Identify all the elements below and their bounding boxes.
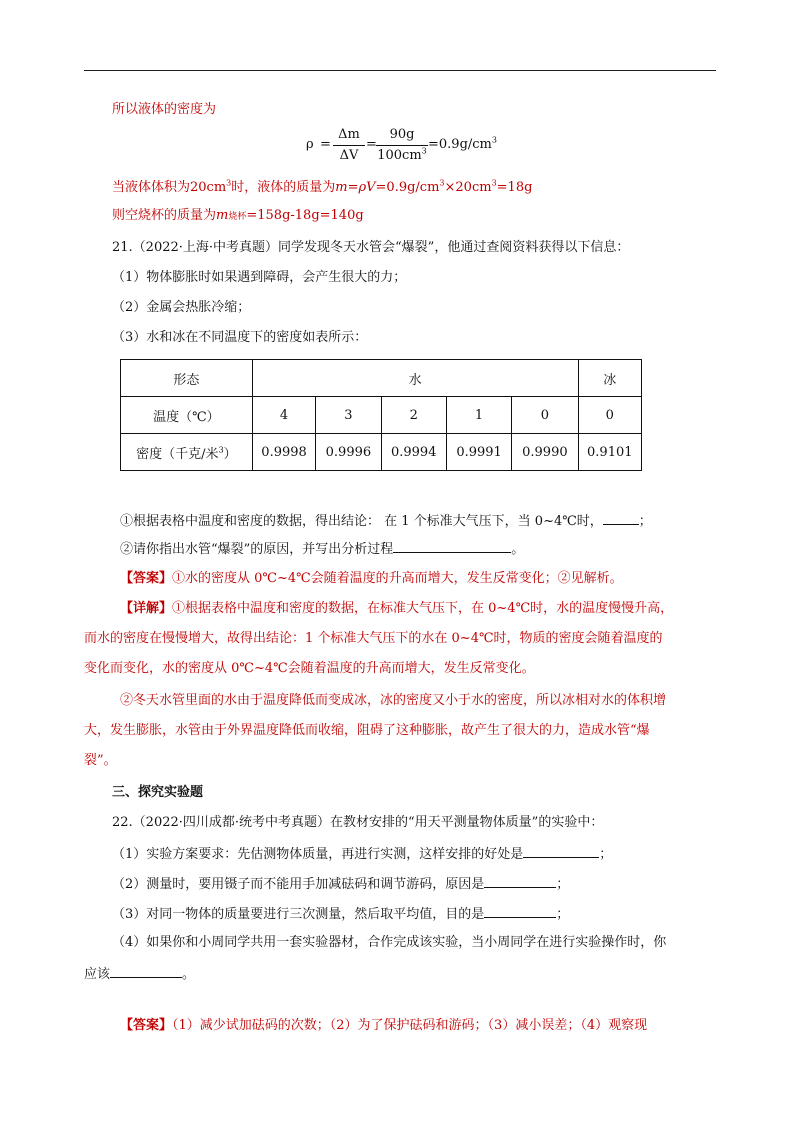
answer-21: 【答案】①水的密度从 0℃~4℃会随着温度的升高而增大，发生反常变化；②见解析。 — [120, 571, 623, 586]
question-21-stem: 21.（2022·上海·中考真题）同学发现冬天水管会“爆裂”，他通过查阅资料获得以下信息： — [112, 240, 630, 255]
solution-line-1: 所以液体的密度为 — [112, 102, 217, 117]
question-21-info-1: （1）物体膨胀时如果遇到障碍，会产生很大的力； — [112, 270, 407, 285]
formula-numerator-2: 90g — [389, 127, 415, 142]
formula-rho: ρ — [306, 137, 314, 152]
table-cell-density: 0.9990 — [512, 434, 578, 471]
answer-tag: 【答案】 — [120, 1018, 173, 1033]
question-22-part-1: （1）实验方案要求：先估测物体质量，再进行实测，这样安排的好处是 ； — [112, 843, 612, 865]
formula-equals-2: = — [366, 137, 377, 152]
table-cell-temp: 2 — [381, 397, 446, 434]
solution-line-2: 当液体体积为$20cm^3$时，液体的质量为$m=\rho V=0.9g/cm^3\times 20cm^3=18g$ — [112, 178, 533, 195]
formula-result: $=0.9g/cm^3$ — [428, 135, 497, 152]
question-22-part-3: （3）对同一物体的质量要进行三次测量，然后取平均值，目的是 ； — [112, 903, 569, 925]
formula-numerator: Δm — [338, 127, 360, 142]
table-cell-state-label: 形态 — [121, 360, 253, 397]
question-21-info-3: （3）水和冰在不同温度下的密度如表所示： — [112, 330, 368, 345]
formula-equals: = — [320, 137, 331, 152]
detail-21-line-5: 大，发生膨胀，水管由于外界温度降低而收缩，阻碍了这种膨胀，故产生了很大的力，造成水管“爆 — [84, 723, 650, 738]
table-cell-ice: 冰 — [578, 360, 641, 397]
detail-tag: 【详解】 — [120, 601, 173, 616]
question-22-stem: 22.（2022·四川成都·统考中考真题）在教材安排的“用天平测量物体质量”的实验中： — [112, 815, 604, 830]
table-cell-temp: 0 — [512, 397, 578, 434]
table-cell-temp-label: 温度（℃） — [121, 397, 253, 434]
table-row-temperature — [121, 397, 642, 434]
answer-22: 【答案】（1）减少试加砝码的次数；（2）为了保护砝码和游码；（3）减小误差；（4）观察现 — [120, 1018, 648, 1033]
answer-blank[interactable] — [110, 963, 182, 978]
table-cell-temp: 4 — [252, 397, 315, 434]
table-cell-density: 0.9996 — [316, 434, 381, 471]
question-21-part-2: ②请你指出水管“爆裂”的原因，并写出分析过程 。 — [120, 538, 524, 560]
question-22-part-4-cont: 应该 。 — [84, 963, 195, 985]
section-heading: 三、探究实验题 — [112, 785, 204, 800]
density-table — [120, 359, 642, 471]
table-cell-water: 水 — [252, 360, 578, 397]
table-cell-density: 0.9994 — [381, 434, 446, 471]
formula-fraction-delta — [333, 126, 365, 165]
table-cell-density-label: 密度（千克/米$^3$） — [121, 434, 253, 471]
solution-line-3: 则空烧杯的质量为m烧杯=158g-18g=140g — [112, 208, 364, 223]
table-cell-temp: 1 — [446, 397, 511, 434]
table-cell-density: 0.9991 — [446, 434, 511, 471]
detail-21-line-2: 而水的密度在慢慢增大，故得出结论：1 个标准大气压下的水在 0~4℃时，物质的密度会随着温度的 — [84, 631, 663, 646]
detail-21-line-6: 裂”。 — [84, 753, 117, 768]
table-row-density — [121, 434, 642, 471]
formula-denominator: ΔV — [339, 148, 359, 163]
table-row-state — [121, 360, 642, 397]
question-21-part-1: ①根据表格中温度和密度的数据，得出结论： 在 1 个标准大气压下，当 0~4℃时， ； — [120, 510, 652, 532]
detail-21-line-4: ②冬天水管里面的水由于温度降低而变成冰，冰的密度又小于水的密度，所以冰相对水的体积增 — [120, 693, 667, 708]
question-22-part-4: （4）如果你和小周同学共用一套实验器材，合作完成该实验，当小周同学在进行实验操作时，你 — [112, 935, 667, 950]
answer-tag: 【答案】 — [120, 571, 173, 586]
answer-blank[interactable] — [603, 510, 639, 525]
answer-blank[interactable] — [484, 873, 556, 888]
answer-blank[interactable] — [484, 903, 556, 918]
question-22-part-2: （2）测量时，要用镊子而不能用手加减砝码和调节游码，原因是 ； — [112, 873, 569, 895]
question-21-info-2: （2）金属会热胀冷缩； — [112, 300, 251, 315]
header-rule — [84, 70, 716, 71]
table-cell-temp: 3 — [316, 397, 381, 434]
formula-denominator-2: $100cm^3$ — [377, 146, 427, 163]
answer-blank[interactable] — [523, 843, 599, 858]
detail-21-line-1: 【详解】①根据表格中温度和密度的数据，在标准大气压下，在 0~4℃时，水的温度慢慢升高， — [120, 601, 674, 616]
table-cell-density: 0.9101 — [578, 434, 641, 471]
table-cell-density: 0.9998 — [252, 434, 315, 471]
answer-blank[interactable] — [393, 538, 511, 553]
detail-21-line-3: 变化而变化，水的密度从 0℃~4℃会随着温度的升高而增大，发生反常变化。 — [84, 661, 535, 676]
formula-fraction-values — [376, 126, 428, 165]
table-cell-temp: 0 — [578, 397, 641, 434]
